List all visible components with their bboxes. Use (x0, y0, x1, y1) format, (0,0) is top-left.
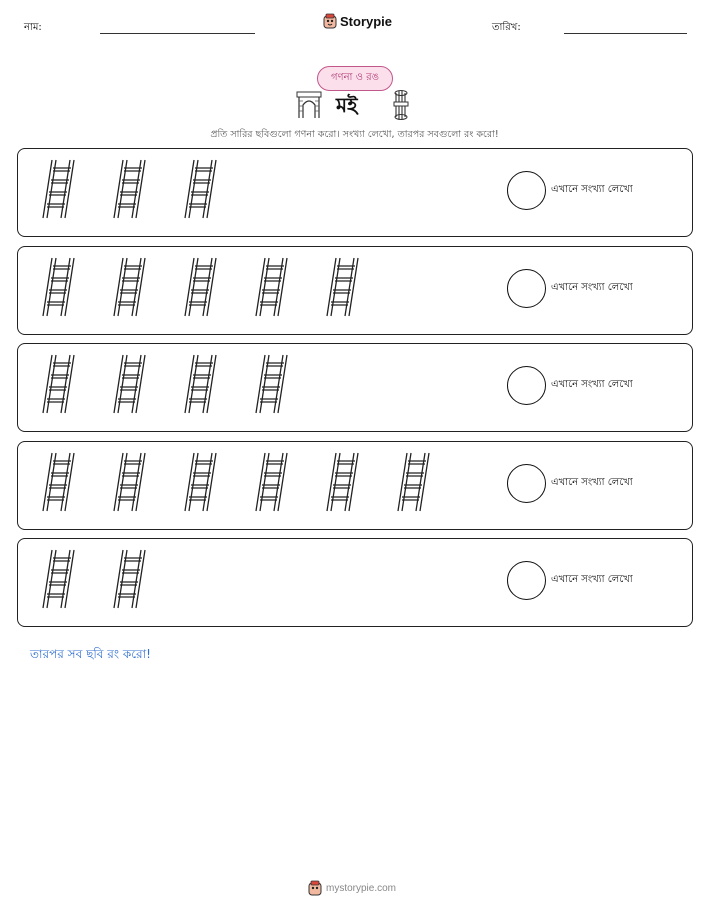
storypie-mascot-icon (308, 880, 322, 896)
name-field[interactable] (100, 33, 255, 34)
answer-circle[interactable] (507, 366, 546, 405)
count-row (17, 246, 693, 335)
ladder-icon (32, 157, 103, 221)
count-row (17, 538, 693, 627)
storypie-mascot-icon (323, 13, 337, 29)
instruction-text: প্রতি সারির ছবিগুলো গণনা করো। সংখ্যা লেখো, তারপর সবগুলো রং করো! (210, 129, 499, 140)
ladder-icon (245, 352, 316, 416)
page-title: মই (336, 93, 358, 117)
ladder-icon (103, 547, 174, 611)
ladder-group (32, 255, 387, 327)
count-row (17, 441, 693, 530)
ladder-icon (32, 547, 103, 611)
ladder-icon (316, 450, 387, 514)
brand-logo (323, 13, 392, 29)
ladder-icon (174, 450, 245, 514)
ladder-icon (245, 450, 316, 514)
ladder-group (32, 450, 458, 522)
answer-circle[interactable] (507, 171, 546, 210)
ladder-icon (103, 352, 174, 416)
answer-label: এখানে সংখ্যা লেখো (551, 574, 633, 585)
ladder-group (32, 157, 245, 229)
answer-circle[interactable] (507, 561, 546, 600)
arch-icon (296, 91, 322, 119)
ladder-icon (32, 255, 103, 319)
site-credit (308, 880, 396, 896)
ladder-icon (245, 255, 316, 319)
ladder-icon (32, 352, 103, 416)
ladder-icon (174, 352, 245, 416)
ladder-icon (387, 450, 458, 514)
ladder-group (32, 352, 316, 424)
ladder-icon (103, 255, 174, 319)
ladder-icon (103, 450, 174, 514)
wood-bundle-icon (392, 90, 410, 120)
count-row (17, 343, 693, 432)
site-url: mystorypie.com (326, 882, 397, 894)
name-label: নাম: (24, 22, 42, 33)
date-field[interactable] (564, 33, 687, 34)
title-row (296, 90, 414, 120)
count-row (17, 148, 693, 237)
answer-label: এখানে সংখ্যা লেখো (551, 184, 633, 195)
ladder-icon (316, 255, 387, 319)
footer-note: তারপর সব ছবি রং করো! (30, 647, 151, 661)
ladder-icon (103, 157, 174, 221)
answer-label: এখানে সংখ্যা লেখো (551, 281, 633, 293)
brand-name: Storypie (340, 13, 393, 29)
ladder-icon (32, 450, 103, 514)
answer-label: এখানে সংখ্যা লেখো (551, 379, 633, 390)
answer-label: এখানে সংখ্যা লেখো (551, 476, 633, 488)
ladder-group (32, 547, 174, 619)
answer-circle[interactable] (507, 464, 546, 503)
answer-circle[interactable] (507, 269, 546, 308)
ladder-icon (174, 255, 245, 319)
topic-tag: গণনা ও রঙ (317, 66, 393, 91)
ladder-icon (174, 157, 245, 221)
date-label: তারিখ: (492, 22, 521, 33)
